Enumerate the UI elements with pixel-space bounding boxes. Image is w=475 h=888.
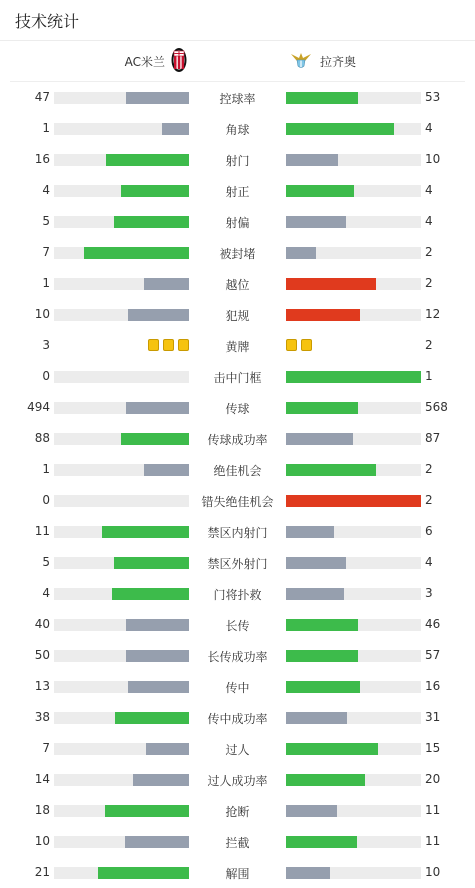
- away-bar-track: [286, 681, 421, 693]
- home-bar-track: [54, 588, 189, 600]
- home-yellow-cards: [148, 339, 189, 351]
- away-bar-track: [286, 278, 421, 290]
- away-value: 10: [425, 865, 441, 879]
- home-bar-fill: [126, 650, 189, 662]
- away-bar-fill: [286, 371, 421, 383]
- home-value: 0: [42, 493, 50, 507]
- yellow-card-icon: [286, 339, 297, 351]
- stat-row: [0, 609, 475, 640]
- home-value: 5: [42, 214, 50, 228]
- stat-label: 过人成功率: [207, 774, 268, 788]
- stat-label: 角球: [225, 123, 250, 137]
- away-bar-track: [286, 526, 421, 538]
- away-value: 2: [425, 276, 433, 290]
- home-bar-track: [54, 681, 189, 693]
- away-bar-track: [286, 433, 421, 445]
- stat-label: 传中成功率: [207, 712, 268, 726]
- away-bar-fill: [286, 619, 358, 631]
- away-value: 6: [425, 524, 433, 538]
- stat-row: [0, 237, 475, 268]
- away-value: 10: [425, 152, 441, 166]
- away-bar-track: [286, 495, 421, 507]
- away-value: 4: [425, 121, 433, 135]
- away-value: 87: [425, 431, 441, 445]
- ac-milan-crest-icon: [171, 47, 187, 76]
- home-bar-track: [54, 712, 189, 724]
- stat-row: [0, 144, 475, 175]
- home-bar-track: [54, 743, 189, 755]
- home-bar-track: [54, 464, 189, 476]
- home-value: 0: [42, 369, 50, 383]
- home-bar-track: [54, 371, 189, 383]
- home-bar-track: [54, 123, 189, 135]
- home-bar-track: [54, 433, 189, 445]
- home-bar-fill: [114, 557, 189, 569]
- home-bar-fill: [125, 836, 189, 848]
- stat-row: [0, 268, 475, 299]
- home-bar-fill: [121, 185, 189, 197]
- home-bar-fill: [114, 216, 189, 228]
- away-bar-track: [286, 464, 421, 476]
- stat-row: [0, 113, 475, 144]
- home-value: 11: [34, 524, 50, 538]
- home-value: 18: [34, 803, 50, 817]
- home-value: 1: [42, 462, 50, 476]
- away-bar-track: [286, 650, 421, 662]
- home-team-name: AC米兰: [124, 54, 165, 69]
- home-value: 21: [34, 865, 50, 879]
- away-bar-track: [286, 836, 421, 848]
- stat-row: [0, 671, 475, 702]
- away-bar-track: [286, 92, 421, 104]
- away-bar-track: [286, 557, 421, 569]
- away-value: 46: [425, 617, 441, 631]
- home-bar-track: [54, 805, 189, 817]
- away-bar-track: [286, 743, 421, 755]
- home-bar-fill: [146, 743, 189, 755]
- home-value: 494: [27, 400, 50, 414]
- away-value: 57: [425, 648, 441, 662]
- stat-label: 击中门框: [213, 371, 262, 385]
- home-bar-fill: [162, 123, 189, 135]
- stat-label: 射正: [225, 185, 250, 199]
- away-value: 20: [425, 772, 441, 786]
- stat-row: [0, 547, 475, 578]
- home-value: 16: [34, 152, 50, 166]
- home-bar-track: [54, 278, 189, 290]
- stat-label: 禁区外射门: [207, 557, 268, 571]
- away-bar-fill: [286, 278, 376, 290]
- home-bar-fill: [126, 402, 189, 414]
- stat-label: 解围: [225, 867, 250, 881]
- teams-header: [0, 41, 475, 81]
- away-bar-fill: [286, 557, 346, 569]
- stat-row: [0, 702, 475, 733]
- home-bar-track: [54, 526, 189, 538]
- stat-row: [0, 392, 475, 423]
- stat-row: [0, 857, 475, 888]
- home-value: 47: [34, 90, 50, 104]
- away-team[interactable]: [290, 41, 356, 81]
- stat-row: [0, 330, 475, 361]
- away-bar-fill: [286, 805, 337, 817]
- away-bar-track: [286, 867, 421, 879]
- away-bar-fill: [286, 247, 316, 259]
- home-bar-track: [54, 185, 189, 197]
- away-bar-track: [286, 154, 421, 166]
- stat-label: 射门: [225, 154, 250, 168]
- page-header: [0, 0, 475, 41]
- stat-row: [0, 423, 475, 454]
- away-value: 2: [425, 338, 433, 352]
- stat-row: [0, 206, 475, 237]
- home-bar-fill: [121, 433, 189, 445]
- home-value: 13: [34, 679, 50, 693]
- away-bar-fill: [286, 650, 358, 662]
- away-bar-track: [286, 588, 421, 600]
- stat-label: 控球率: [219, 92, 256, 106]
- stat-row: [0, 795, 475, 826]
- away-bar-track: [286, 774, 421, 786]
- home-bar-fill: [102, 526, 189, 538]
- home-value: 7: [42, 245, 50, 259]
- home-team[interactable]: [125, 41, 187, 81]
- home-bar-track: [54, 402, 189, 414]
- home-bar-track: [54, 92, 189, 104]
- away-bar-fill: [286, 433, 353, 445]
- stat-label: 过人: [225, 743, 250, 757]
- away-bar-fill: [286, 216, 346, 228]
- lazio-eagle-crest-icon: [290, 51, 312, 72]
- stat-row: [0, 175, 475, 206]
- home-value: 50: [34, 648, 50, 662]
- home-value: 1: [42, 121, 50, 135]
- away-bar-track: [286, 309, 421, 321]
- away-bar-track: [286, 402, 421, 414]
- home-value: 5: [42, 555, 50, 569]
- stat-label: 传球: [225, 402, 250, 416]
- home-value: 4: [42, 183, 50, 197]
- stat-row: [0, 640, 475, 671]
- home-bar-track: [54, 495, 189, 507]
- stat-label: 长传成功率: [207, 650, 268, 664]
- stat-label: 长传: [225, 619, 250, 633]
- home-bar-fill: [105, 805, 189, 817]
- home-bar-fill: [128, 681, 189, 693]
- stat-label: 被封堵: [219, 247, 256, 261]
- home-bar-fill: [98, 867, 189, 879]
- stat-row: [0, 578, 475, 609]
- away-bar-track: [286, 123, 421, 135]
- stat-row: [0, 299, 475, 330]
- home-bar-fill: [126, 619, 189, 631]
- away-bar-fill: [286, 154, 338, 166]
- stat-row: [0, 454, 475, 485]
- away-bar-fill: [286, 123, 394, 135]
- away-bar-fill: [286, 185, 354, 197]
- home-value: 7: [42, 741, 50, 755]
- away-bar-track: [286, 712, 421, 724]
- stat-label: 抢断: [225, 805, 250, 819]
- stat-label: 犯规: [225, 309, 250, 323]
- away-value: 4: [425, 214, 433, 228]
- stat-label: 绝佳机会: [213, 464, 262, 478]
- stat-row: [0, 733, 475, 764]
- away-value: 53: [425, 90, 441, 104]
- away-value: 3: [425, 586, 433, 600]
- stat-label: 射偏: [225, 216, 250, 230]
- home-bar-track: [54, 867, 189, 879]
- away-value: 2: [425, 493, 433, 507]
- away-bar-track: [286, 247, 421, 259]
- home-bar-track: [54, 216, 189, 228]
- away-bar-track: [286, 371, 421, 383]
- home-value: 38: [34, 710, 50, 724]
- away-bar-track: [286, 619, 421, 631]
- away-value: 2: [425, 462, 433, 476]
- away-bar-fill: [286, 495, 421, 507]
- away-bar-fill: [286, 712, 347, 724]
- away-value: 1: [425, 369, 433, 383]
- stat-row: [0, 361, 475, 392]
- home-bar-fill: [133, 774, 189, 786]
- home-bar-track: [54, 247, 189, 259]
- stat-row: [0, 82, 475, 113]
- home-bar-track: [54, 309, 189, 321]
- home-bar-track: [54, 650, 189, 662]
- home-bar-fill: [144, 278, 189, 290]
- home-value: 88: [34, 431, 50, 445]
- page-title: 技术统计: [15, 11, 80, 31]
- home-value: 1: [42, 276, 50, 290]
- home-value: 10: [34, 307, 50, 321]
- away-value: 12: [425, 307, 441, 321]
- away-bar-fill: [286, 588, 344, 600]
- away-value: 15: [425, 741, 441, 755]
- away-bar-fill: [286, 309, 360, 321]
- home-bar-fill: [126, 92, 189, 104]
- stat-row: [0, 764, 475, 795]
- away-bar-track: [286, 185, 421, 197]
- away-bar-fill: [286, 92, 358, 104]
- away-team-name: 拉齐奥: [320, 54, 357, 69]
- home-value: 40: [34, 617, 50, 631]
- away-value: 31: [425, 710, 441, 724]
- stat-label: 拦截: [225, 836, 250, 850]
- stat-label: 传球成功率: [207, 433, 268, 447]
- home-bar-fill: [115, 712, 189, 724]
- away-value: 4: [425, 183, 433, 197]
- yellow-card-icon: [178, 339, 189, 351]
- home-bar-track: [54, 619, 189, 631]
- home-value: 3: [42, 338, 50, 352]
- away-bar-fill: [286, 743, 378, 755]
- away-bar-track: [286, 216, 421, 228]
- home-value: 14: [34, 772, 50, 786]
- yellow-card-icon: [163, 339, 174, 351]
- yellow-card-icon: [301, 339, 312, 351]
- away-value: 4: [425, 555, 433, 569]
- yellow-card-icon: [148, 339, 159, 351]
- away-bar-fill: [286, 681, 360, 693]
- home-bar-track: [54, 154, 189, 166]
- home-bar-track: [54, 774, 189, 786]
- away-bar-fill: [286, 867, 330, 879]
- stat-row: [0, 516, 475, 547]
- stat-label: 越位: [225, 278, 250, 292]
- home-bar-fill: [106, 154, 189, 166]
- away-bar-fill: [286, 402, 358, 414]
- away-value: 568: [425, 400, 448, 414]
- stat-label: 门将扑救: [213, 588, 262, 602]
- away-bar-fill: [286, 774, 365, 786]
- away-yellow-cards: [286, 339, 312, 351]
- stat-label: 禁区内射门: [207, 526, 268, 540]
- stat-row: [0, 826, 475, 857]
- home-bar-track: [54, 557, 189, 569]
- away-bar-fill: [286, 836, 357, 848]
- home-value: 10: [34, 834, 50, 848]
- home-bar-fill: [84, 247, 189, 259]
- stat-label: 错失绝佳机会: [201, 495, 274, 509]
- stat-label: 黄牌: [225, 340, 250, 354]
- stat-label: 传中: [225, 681, 250, 695]
- home-bar-fill: [128, 309, 189, 321]
- away-bar-fill: [286, 464, 376, 476]
- home-value: 4: [42, 586, 50, 600]
- away-value: 11: [425, 803, 441, 817]
- away-value: 2: [425, 245, 433, 259]
- away-value: 16: [425, 679, 441, 693]
- home-bar-fill: [112, 588, 189, 600]
- home-bar-fill: [144, 464, 189, 476]
- stat-row: [0, 485, 475, 516]
- away-bar-track: [286, 805, 421, 817]
- home-bar-track: [54, 836, 189, 848]
- away-value: 11: [425, 834, 441, 848]
- away-bar-fill: [286, 526, 334, 538]
